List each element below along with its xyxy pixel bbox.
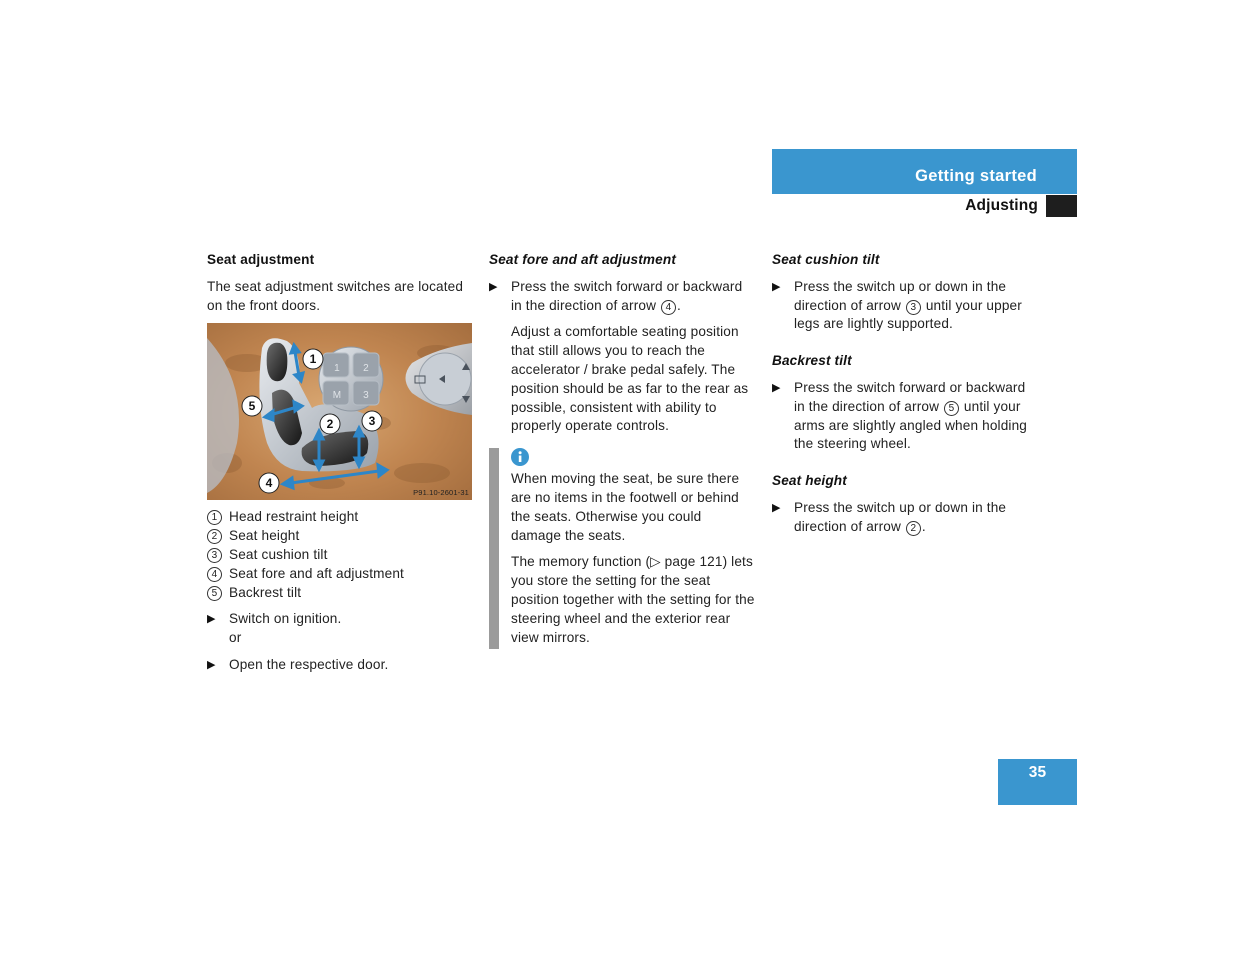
arrow-number: 4 bbox=[661, 300, 676, 315]
triangle-bullet-icon: ▶ bbox=[772, 381, 781, 394]
headrest-knob bbox=[267, 343, 288, 382]
or-text: or bbox=[229, 630, 242, 646]
heading-fore-aft: Seat fore and aft adjustment bbox=[489, 252, 676, 267]
callout-4 bbox=[259, 473, 279, 493]
svg-text:3: 3 bbox=[368, 414, 376, 429]
triangle-bullet-icon: ▶ bbox=[772, 501, 781, 514]
arrow-number: 3 bbox=[906, 300, 921, 315]
figure-code: P91.10-2601-31 bbox=[413, 488, 469, 498]
arrow-number: 5 bbox=[944, 401, 959, 416]
info-bar bbox=[489, 448, 499, 649]
legend-item: 5 Backrest tilt bbox=[207, 584, 473, 603]
heading-cushion-tilt: Seat cushion tilt bbox=[772, 252, 880, 267]
callout-2 bbox=[320, 414, 340, 434]
heading-seat-adjustment: Seat adjustment bbox=[207, 252, 315, 267]
svg-text:4: 4 bbox=[265, 476, 273, 491]
memory-label-2: 2 bbox=[363, 363, 369, 375]
svg-text:2: 2 bbox=[326, 417, 334, 432]
step-seat-height: ▶ Press the switch up or down in the direction of arrow 2 . bbox=[772, 499, 1007, 534]
intro-text: The seat adjustment switches are located on the front doors. bbox=[207, 278, 464, 313]
step-backrest-tilt: ▶ Press the switch forward or backward in the direction of arrow 5 until your arms are slightly angled when holding the steering wheel. bbox=[772, 379, 1027, 452]
triangle-bullet-icon: ▶ bbox=[489, 280, 498, 293]
svg-text:5: 5 bbox=[248, 399, 256, 414]
seat-switch-figure bbox=[207, 323, 472, 500]
step-open-door: ▶ Open the respective door. bbox=[207, 656, 473, 675]
info-text-moving: When moving the seat, be sure there are no items in the footwell or behind the seats. Otherwise you could damage the seats. bbox=[511, 471, 740, 543]
legend-number: 5 bbox=[207, 586, 222, 601]
section-tab bbox=[772, 149, 1077, 194]
svg-text:1: 1 bbox=[309, 352, 317, 367]
page-number: 35 bbox=[998, 759, 1077, 805]
legend-item: 3 Seat cushion tilt bbox=[207, 546, 473, 565]
column-seat-adjustment bbox=[207, 251, 473, 683]
callout-1 bbox=[303, 349, 323, 369]
step-fore-aft: ▶ Press the switch forward or backward in the direction of arrow 4 . bbox=[489, 278, 743, 313]
heading-backrest-tilt: Backrest tilt bbox=[772, 353, 852, 369]
section-title: Getting started bbox=[915, 167, 1037, 185]
legend-item: 2 Seat height bbox=[207, 527, 473, 546]
heading-seat-height: Seat height bbox=[772, 473, 847, 489]
legend-item: 4 Seat fore and aft adjustment bbox=[207, 565, 473, 584]
memory-label-1: 1 bbox=[334, 363, 340, 375]
legend-number: 2 bbox=[207, 529, 222, 544]
memory-label-3: 3 bbox=[363, 390, 369, 402]
legend-number: 1 bbox=[207, 510, 222, 525]
column-tilt-height bbox=[772, 251, 1038, 545]
page-reference-icon: ▷ bbox=[650, 554, 661, 570]
triangle-bullet-icon: ▶ bbox=[207, 613, 216, 626]
step-switch-on-ignition: ▶ Switch on ignition. bbox=[207, 610, 473, 629]
step-cushion-tilt: ▶ Press the switch up or down in the direction of arrow 3 until your upper legs are lightly supported. bbox=[772, 278, 1022, 332]
memory-label-m: M bbox=[332, 390, 342, 402]
info-text-memory: The memory function (▷ page 121) lets you store the setting for the seat position together with the setting for the steering wheel and the exterior rear view mirrors. bbox=[511, 554, 755, 645]
triangle-bullet-icon: ▶ bbox=[772, 280, 781, 293]
arrow-number: 2 bbox=[906, 521, 921, 536]
legend-number: 3 bbox=[207, 548, 222, 563]
info-box bbox=[489, 448, 755, 647]
seating-position-text: Adjust a comfortable seating position that still allows you to reach the accelerator / brake pedal safely. The position should be as far to the rear as possible, consistent with ability to properly operate controls. bbox=[511, 324, 749, 434]
column-fore-aft bbox=[489, 251, 755, 655]
legend-item: 1 Head restraint height bbox=[207, 508, 473, 527]
callout-3 bbox=[362, 411, 382, 431]
callout-5 bbox=[242, 396, 262, 416]
triangle-bullet-icon: ▶ bbox=[207, 658, 216, 671]
subsection-title: Adjusting bbox=[965, 197, 1038, 214]
info-icon bbox=[511, 448, 529, 466]
subsection-marker bbox=[1046, 195, 1077, 217]
figure-legend bbox=[207, 508, 473, 602]
legend-number: 4 bbox=[207, 567, 222, 582]
